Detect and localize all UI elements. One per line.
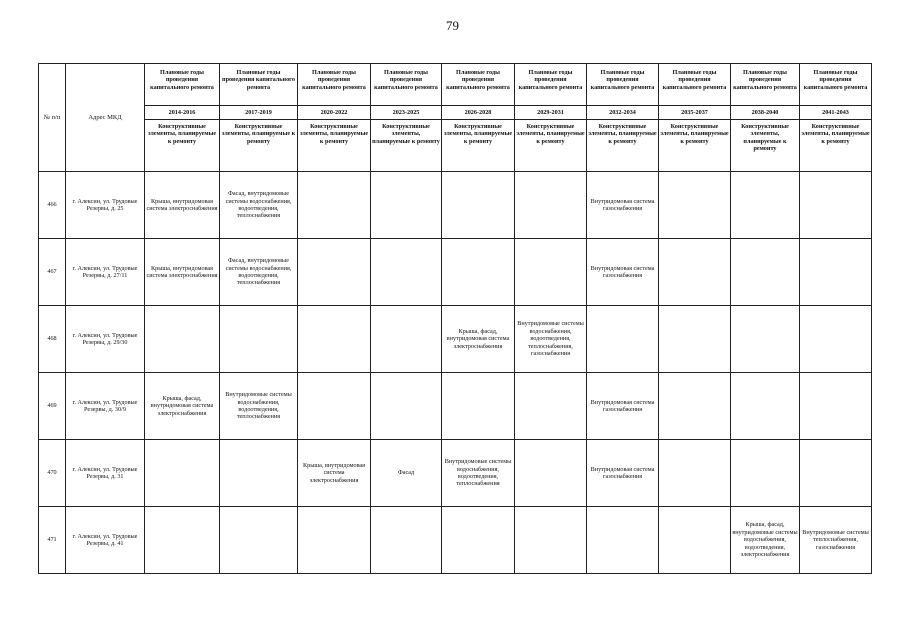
repair-elements-cell: [800, 172, 872, 239]
column-header-title: Плановые годы проведения капитального ремонта: [731, 64, 800, 106]
table-row: [39, 172, 872, 239]
repair-elements-cell: [298, 239, 371, 306]
column-header-period: 2017-2019: [220, 106, 298, 120]
repair-elements-cell: Крыша, фасад, внутридомовая система электроснабжения: [442, 306, 515, 373]
row-number: 471: [39, 507, 66, 574]
repair-elements-cell: [298, 172, 371, 239]
repair-elements-cell: [298, 306, 371, 373]
column-header-address: Адрес МКД: [66, 64, 145, 172]
header-row-elements: [39, 120, 872, 172]
repair-elements-cell: [659, 306, 731, 373]
repair-elements-cell: Внутридомовые системы водоснабжения, водоотведения, теплоснабжения: [442, 440, 515, 507]
repair-elements-cell: [800, 440, 872, 507]
row-number: 467: [39, 239, 66, 306]
repair-elements-cell: Внутридомовые системы теплоснабжения, газоснабжения: [800, 507, 872, 574]
repair-elements-cell: Внутридомовые системы водоснабжения, водоотведения, теплоснабжения: [220, 373, 298, 440]
column-header-elements: Конструктивные элементы, планируемые к ремонту: [298, 120, 371, 172]
repair-elements-cell: [220, 440, 298, 507]
repair-elements-cell: [587, 306, 659, 373]
column-header-elements: Конструктивные элементы, планируемые к ремонту: [515, 120, 587, 172]
table-body: [39, 172, 872, 574]
repair-elements-cell: Крыша, внутридомовая система электроснабжения: [145, 172, 220, 239]
repair-elements-cell: [220, 507, 298, 574]
table-row: [39, 507, 872, 574]
repair-elements-cell: [800, 373, 872, 440]
column-header-elements: Конструктивные элементы, планируемые к ремонту: [731, 120, 800, 172]
repair-elements-cell: [371, 373, 442, 440]
repair-elements-cell: [145, 440, 220, 507]
column-header-period: 2023-2025: [371, 106, 442, 120]
repair-elements-cell: [371, 306, 442, 373]
repair-elements-cell: [731, 306, 800, 373]
column-header-number: № п/п: [39, 64, 66, 172]
repair-elements-cell: [515, 373, 587, 440]
repair-elements-cell: [515, 239, 587, 306]
repair-elements-cell: [659, 373, 731, 440]
row-address: г. Алексин, ул. Трудовые Резервы, д. 25: [66, 172, 145, 239]
column-header-period: 2029-2031: [515, 106, 587, 120]
column-header-elements: Конструктивные элементы, планируемые к ремонту: [800, 120, 872, 172]
repair-elements-cell: [800, 239, 872, 306]
repair-elements-cell: Крыша, фасад, внутридомовые системы водоснабжения, водоотведения, электроснабжения: [731, 507, 800, 574]
repair-elements-cell: Внутридомовая система газоснабжения: [587, 172, 659, 239]
repair-elements-cell: [659, 507, 731, 574]
column-header-period: 2026-2028: [442, 106, 515, 120]
column-header-title: Плановые годы проведения капитального ремонта: [800, 64, 872, 106]
column-header-period: 2014-2016: [145, 106, 220, 120]
column-header-period: 2032-2034: [587, 106, 659, 120]
column-header-elements: Конструктивные элементы, планируемые к ремонту: [145, 120, 220, 172]
row-number: 470: [39, 440, 66, 507]
repair-elements-cell: [515, 507, 587, 574]
repair-elements-cell: Крыша, фасад, внутридомовая система электроснабжения: [145, 373, 220, 440]
column-header-elements: Конструктивные элементы, планируемые к ремонту: [587, 120, 659, 172]
table-row: [39, 440, 872, 507]
table-header: [39, 64, 872, 172]
column-header-elements: Конструктивные элементы, планируемые к ремонту: [442, 120, 515, 172]
repair-elements-cell: [145, 507, 220, 574]
column-header-title: Плановые годы проведения капитального ремонта: [298, 64, 371, 106]
repair-elements-cell: Внутридомовая система газоснабжения: [587, 239, 659, 306]
row-address: г. Алексин, ул. Трудовые Резервы, д. 31: [66, 440, 145, 507]
column-header-title: Плановые годы проведения капитального ремонта: [145, 64, 220, 106]
repair-elements-cell: [515, 440, 587, 507]
repair-elements-cell: [731, 440, 800, 507]
column-header-title: Плановые годы проведения капитального ремонта: [587, 64, 659, 106]
repair-elements-cell: [145, 306, 220, 373]
header-row-title: [39, 64, 872, 106]
repair-elements-cell: Внутридомовые системы водоснабжения, водоотведения, теплоснабжения, газоснабжения: [515, 306, 587, 373]
repair-elements-cell: [371, 507, 442, 574]
repair-elements-cell: Крыша, внутридомовая система электроснабжения: [298, 440, 371, 507]
row-address: г. Алексин, ул. Трудовые Резервы, д. 29/30: [66, 306, 145, 373]
column-header-title: Плановые годы проведения капитального ремонта: [220, 64, 298, 106]
column-header-elements: Конструктивные элементы, планируемые к ремонту: [220, 120, 298, 172]
repair-elements-cell: [442, 239, 515, 306]
repair-elements-cell: [731, 172, 800, 239]
repair-elements-cell: [659, 239, 731, 306]
row-number: 469: [39, 373, 66, 440]
header-row-period: [39, 106, 872, 120]
repair-elements-cell: [298, 373, 371, 440]
repair-elements-cell: [659, 440, 731, 507]
repair-elements-cell: [442, 172, 515, 239]
column-header-title: Плановые годы проведения капитального ремонта: [659, 64, 731, 106]
table-row: [39, 373, 872, 440]
repair-elements-cell: [371, 172, 442, 239]
row-address: г. Алексин, ул. Трудовые Резервы, д. 41: [66, 507, 145, 574]
column-header-title: Плановые годы проведения капитального ремонта: [371, 64, 442, 106]
repair-elements-cell: [800, 306, 872, 373]
repair-elements-cell: [442, 507, 515, 574]
row-number: 468: [39, 306, 66, 373]
repair-elements-cell: [298, 507, 371, 574]
column-header-title: Плановые годы проведения капитального ремонта: [515, 64, 587, 106]
repair-elements-cell: [587, 507, 659, 574]
repair-elements-cell: [731, 239, 800, 306]
repair-elements-cell: [731, 373, 800, 440]
column-header-elements: Конструктивные элементы, планируемые к ремонту: [371, 120, 442, 172]
repair-elements-cell: Фасад, внутридомовые системы водоснабжения, водоотведения, теплоснабжения: [220, 172, 298, 239]
column-header-period: 2035-2037: [659, 106, 731, 120]
repair-elements-cell: Фасад, внутридомовые системы водоснабжения, водоотведения, теплоснабжения: [220, 239, 298, 306]
repair-elements-cell: [659, 172, 731, 239]
row-number: 466: [39, 172, 66, 239]
repair-elements-cell: [220, 306, 298, 373]
column-header-period: 2041-2043: [800, 106, 872, 120]
repair-elements-cell: Крыша, внутридомовая система электроснабжения: [145, 239, 220, 306]
page-number: 79: [446, 18, 459, 33]
column-header-title: Плановые годы проведения капитального ремонта: [442, 64, 515, 106]
column-header-period: 2020-2022: [298, 106, 371, 120]
table-row: [39, 306, 872, 373]
repair-elements-cell: [442, 373, 515, 440]
repair-elements-cell: Внутридомовая система газоснабжения: [587, 373, 659, 440]
column-header-period: 2038-2040: [731, 106, 800, 120]
repair-elements-cell: [515, 172, 587, 239]
row-address: г. Алексин, ул. Трудовые Резервы, д. 30/9: [66, 373, 145, 440]
repair-elements-cell: [371, 239, 442, 306]
column-header-elements: Конструктивные элементы, планируемые к ремонту: [659, 120, 731, 172]
table-row: [39, 239, 872, 306]
repair-elements-cell: Внутридомовая система газоснабжения: [587, 440, 659, 507]
capital-repair-plan-table: [38, 63, 872, 574]
row-address: г. Алексин, ул. Трудовые Резервы, д. 27/11: [66, 239, 145, 306]
repair-elements-cell: Фасад: [371, 440, 442, 507]
